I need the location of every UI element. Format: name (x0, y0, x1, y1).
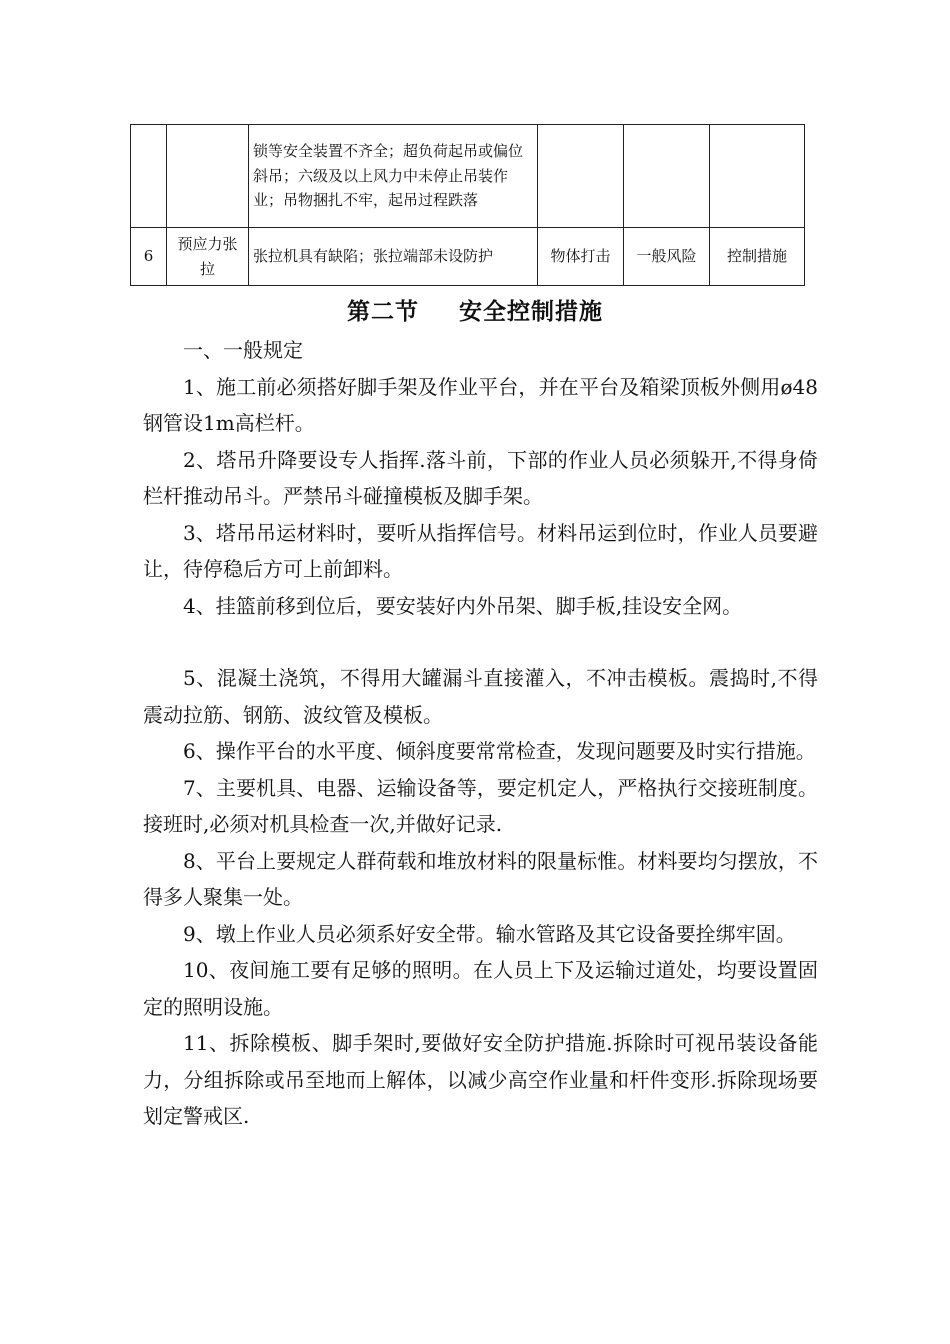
cell-level (624, 125, 710, 228)
cell-measure: 控制措施 (710, 228, 805, 286)
paragraph: 8、平台上要规定人群荷载和堆放材料的限量标惟。材料要均匀摆放，不得多人聚集一处。 (143, 848, 818, 909)
paragraph: 7、主要机具、电器、运输设备等，要定机定人，严格执行交接班制度。接班时,必须对机具检查一次,并做好记录. (143, 775, 818, 836)
subsection-heading: 一、一般规定 (183, 338, 303, 362)
cell-hazard: 锁等安全装置不齐全；超负荷起吊或偏位斜吊；六级及以上风力中未停止吊装作业；吊物捆扎不牢，起吊过程跌落 (249, 125, 538, 228)
paragraph: 6、操作平台的水平度、倾斜度要常常检查，发现问题要及时实行措施。 (183, 739, 816, 763)
table-row (131, 228, 805, 286)
paragraph: 9、墩上作业人员必须系好安全带。输水管路及其它设备要拴绑牢固。 (183, 921, 796, 946)
cell-accident: 物体打击 (538, 228, 624, 286)
cell-no: 6 (131, 228, 167, 286)
section-heading: 安全控制措施 (459, 299, 603, 325)
cell-item: 预应力张拉 (167, 228, 249, 286)
paragraph: 1、施工前必须搭好脚手架及作业平台，并在平台及箱梁顶板外侧用ø48钢管设1m高栏杆。 (143, 374, 818, 435)
paragraph: 2、塔吊升降要设专人指挥.落斗前，下部的作业人员必须躲开,不得身倚栏杆推动吊斗。严禁吊斗碰撞模板及脚手架。 (143, 447, 818, 508)
cell-level: 一般风险 (624, 228, 710, 286)
cell-accident (538, 125, 624, 228)
section-title (0, 296, 950, 328)
paragraph: 5、混凝土浇筑，不得用大罐漏斗直接灌入，不冲击模板。震捣时,不得震动拉筋、钢筋、波纹管及模板。 (143, 666, 818, 727)
body-text (143, 332, 818, 1135)
cell-measure (710, 125, 805, 228)
table-row (131, 125, 805, 228)
paragraph: 3、塔吊吊运材料时，要听从指挥信号。材料吊运到位时，作业人员要避让，待停稳后方可上前卸料。 (143, 520, 818, 581)
cell-item (167, 125, 249, 228)
cell-hazard: 张拉机具有缺陷；张拉端部未设防护 (249, 228, 538, 286)
paragraph: 4、挂篮前移到位后，要安装好内外吊架、脚手板,挂设安全网。 (183, 593, 743, 618)
section-number: 第二节 (347, 299, 419, 325)
cell-no (131, 125, 167, 228)
paragraph: 11、拆除模板、脚手架时,要做好安全防护措施.拆除时可视吊装设备能力，分组拆除或吊至地而上解体，以减少高空作业量和杆件变形.拆除现场要划定警戒区. (143, 1031, 818, 1128)
risk-table (130, 124, 805, 286)
paragraph: 10、夜间施工要有足够的照明。在人员上下及运输过道处，均要设置固定的照明设施。 (143, 958, 818, 1019)
